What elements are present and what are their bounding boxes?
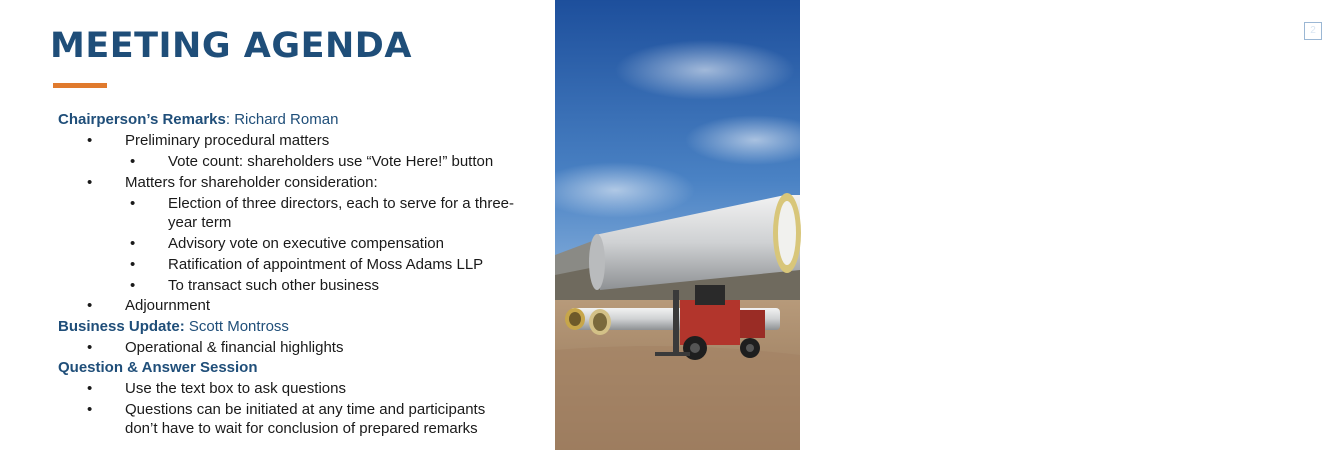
slide-title: MEETING AGENDA bbox=[50, 26, 412, 66]
title-accent-bar bbox=[53, 83, 107, 88]
section-heading: Business Update: bbox=[58, 318, 185, 335]
item-text: To transact such other business bbox=[168, 277, 379, 294]
item-text: Vote count: shareholders use “Vote Here!” button bbox=[168, 153, 494, 170]
bullet: • bbox=[87, 174, 93, 191]
photo-panel bbox=[555, 0, 1316, 450]
bullet: • bbox=[87, 380, 93, 397]
item-text: Questions can be initiated at any time and participants bbox=[125, 401, 486, 418]
item-text-continued: don’t have to wait for conclusion of prepared remarks bbox=[125, 420, 478, 437]
bullet: • bbox=[130, 235, 136, 252]
page-number: 2 bbox=[1304, 22, 1322, 40]
section-heading: Question & Answer Session bbox=[58, 359, 258, 376]
item-text: Operational & financial highlights bbox=[125, 339, 344, 356]
bullet: • bbox=[130, 277, 136, 294]
item-text-continued: year term bbox=[168, 214, 232, 231]
section-separator: : bbox=[225, 111, 231, 128]
section-heading: Chairperson’s Remarks bbox=[58, 111, 226, 128]
section-chairperson bbox=[58, 111, 338, 128]
section-business-update bbox=[58, 318, 289, 335]
item-text: Preliminary procedural matters bbox=[125, 132, 330, 149]
bullet: • bbox=[87, 339, 93, 356]
section-qa bbox=[58, 359, 258, 376]
item-text: Advisory vote on executive compensation bbox=[168, 235, 444, 252]
item-text: Adjournment bbox=[125, 297, 211, 314]
bullet: • bbox=[87, 297, 93, 314]
bullet: • bbox=[87, 132, 93, 149]
bullet: • bbox=[130, 153, 136, 170]
section-presenter: Richard Roman bbox=[230, 111, 339, 128]
wind-tower-pipe-photo bbox=[555, 0, 800, 450]
bullet: • bbox=[87, 401, 93, 418]
bullet: • bbox=[130, 195, 136, 212]
item-text: Election of three directors, each to serve for a three- bbox=[168, 195, 515, 212]
section-presenter: Scott Montross bbox=[184, 318, 289, 335]
item-text: Use the text box to ask questions bbox=[125, 380, 346, 397]
item-text: Ratification of appointment of Moss Adams LLP bbox=[168, 256, 484, 273]
item-text: Matters for shareholder consideration: bbox=[125, 174, 378, 191]
bullet: • bbox=[130, 256, 136, 273]
